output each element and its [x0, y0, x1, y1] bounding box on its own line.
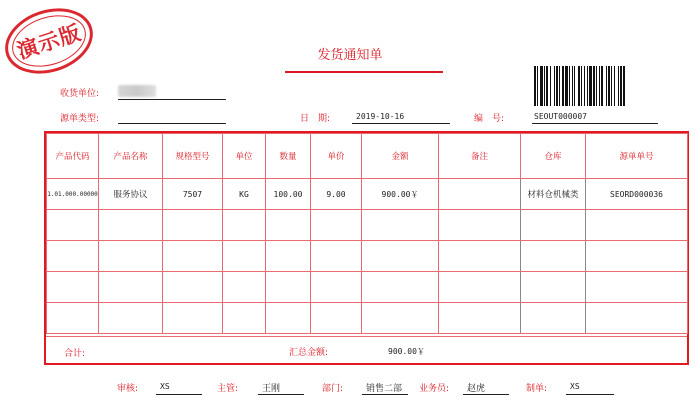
col-header-unit-price: 单价 [311, 134, 362, 179]
cell-empty [223, 272, 266, 303]
cell-empty [439, 272, 521, 303]
cell-empty [163, 241, 223, 272]
table-row[interactable] [47, 241, 688, 272]
maker-underline [566, 394, 614, 395]
cell-empty [439, 210, 521, 241]
cell-product-code: 1.01.000.00000 [47, 179, 99, 210]
cell-unit: KG [223, 179, 266, 210]
cell-empty [362, 210, 439, 241]
cell-empty [521, 272, 586, 303]
barcode-image [534, 66, 682, 106]
col-header-quantity: 数量 [266, 134, 311, 179]
cell-amount: 900.00￥ [362, 179, 439, 210]
cell-empty [266, 210, 311, 241]
manager-value: 王刚 [262, 384, 281, 394]
source-type-field[interactable] [118, 123, 226, 124]
maker-label: 制单: [526, 384, 548, 394]
cell-empty [586, 210, 688, 241]
cell-empty [47, 210, 99, 241]
cell-empty [47, 303, 99, 334]
table-header-row [47, 134, 688, 179]
table-row[interactable] [47, 210, 688, 241]
reviewer-value: XS [160, 382, 170, 391]
items-table [46, 133, 688, 334]
cell-empty [99, 303, 163, 334]
department-underline [362, 394, 408, 395]
demo-stamp [0, 0, 101, 84]
cell-empty [223, 210, 266, 241]
source-type-label: 源单类型: [60, 114, 100, 124]
cell-empty [266, 241, 311, 272]
maker-value: XS [570, 382, 580, 391]
salesman-underline [463, 394, 509, 395]
cell-unit-price: 9.00 [311, 179, 362, 210]
cell-warehouse: 材料仓机械类 [521, 179, 586, 210]
col-header-product-code: 产品代码 [47, 134, 99, 179]
department-label: 部门: [322, 384, 344, 394]
cell-product-name: 服务协议 [99, 179, 163, 210]
cell-source-no: SEORD000036 [586, 179, 688, 210]
cell-empty [521, 241, 586, 272]
cell-empty [311, 303, 362, 334]
cell-empty [99, 241, 163, 272]
cell-empty [266, 303, 311, 334]
demo-stamp-text: 演示版 [13, 19, 85, 64]
number-underline [532, 123, 658, 124]
barcode-bar [625, 66, 627, 106]
date-label: 日 期: [300, 114, 331, 124]
manager-underline [258, 394, 304, 395]
total-label: 合计: [64, 349, 86, 359]
recipient-value-redacted [118, 85, 156, 97]
cell-empty [362, 241, 439, 272]
cell-empty [223, 241, 266, 272]
manager-label: 主管: [217, 384, 239, 394]
number-value: SEOUT000007 [534, 112, 587, 121]
cell-empty [223, 303, 266, 334]
col-header-product-name: 产品名称 [99, 134, 163, 179]
number-label: 编 号: [474, 114, 505, 124]
cell-empty [586, 272, 688, 303]
department-value: 销售二部 [366, 384, 403, 394]
col-header-unit: 单位 [223, 134, 266, 179]
reviewer-underline [156, 394, 202, 395]
cell-empty [439, 241, 521, 272]
table-row[interactable] [47, 272, 688, 303]
reviewer-label: 审核: [117, 384, 139, 394]
col-header-warehouse: 仓库 [521, 134, 586, 179]
cell-empty [521, 303, 586, 334]
total-amount-label: 汇总金额: [289, 348, 329, 358]
document-title: 发货通知单 [317, 48, 383, 63]
date-underline [352, 123, 450, 124]
cell-empty [99, 272, 163, 303]
cell-empty [163, 272, 223, 303]
recipient-underline [118, 99, 226, 100]
cell-empty [47, 272, 99, 303]
salesman-label: 业务员: [419, 384, 450, 394]
col-header-amount: 金额 [362, 134, 439, 179]
cell-empty [521, 210, 586, 241]
table-row[interactable] [47, 303, 688, 334]
cell-empty [311, 272, 362, 303]
cell-empty [163, 210, 223, 241]
recipient-label: 收货单位: [60, 89, 100, 99]
cell-empty [311, 210, 362, 241]
date-value: 2019-10-16 [356, 112, 405, 121]
cell-remark [439, 179, 521, 210]
cell-empty [586, 241, 688, 272]
cell-empty [163, 303, 223, 334]
cell-empty [99, 210, 163, 241]
cell-empty [266, 272, 311, 303]
cell-quantity: 100.00 [266, 179, 311, 210]
cell-empty [311, 241, 362, 272]
salesman-value: 赵虎 [467, 384, 486, 394]
cell-spec: 7507 [163, 179, 223, 210]
cell-empty [47, 241, 99, 272]
cell-empty [586, 303, 688, 334]
cell-empty [439, 303, 521, 334]
col-header-spec: 规格型号 [163, 134, 223, 179]
col-header-remark: 备注 [439, 134, 521, 179]
col-header-source-no: 源单单号 [586, 134, 688, 179]
cell-empty [362, 272, 439, 303]
cell-empty [362, 303, 439, 334]
total-amount-value: 900.00￥ [388, 347, 425, 356]
title-underline [285, 71, 443, 73]
table-total-row [46, 336, 687, 364]
table-row[interactable] [47, 179, 688, 210]
